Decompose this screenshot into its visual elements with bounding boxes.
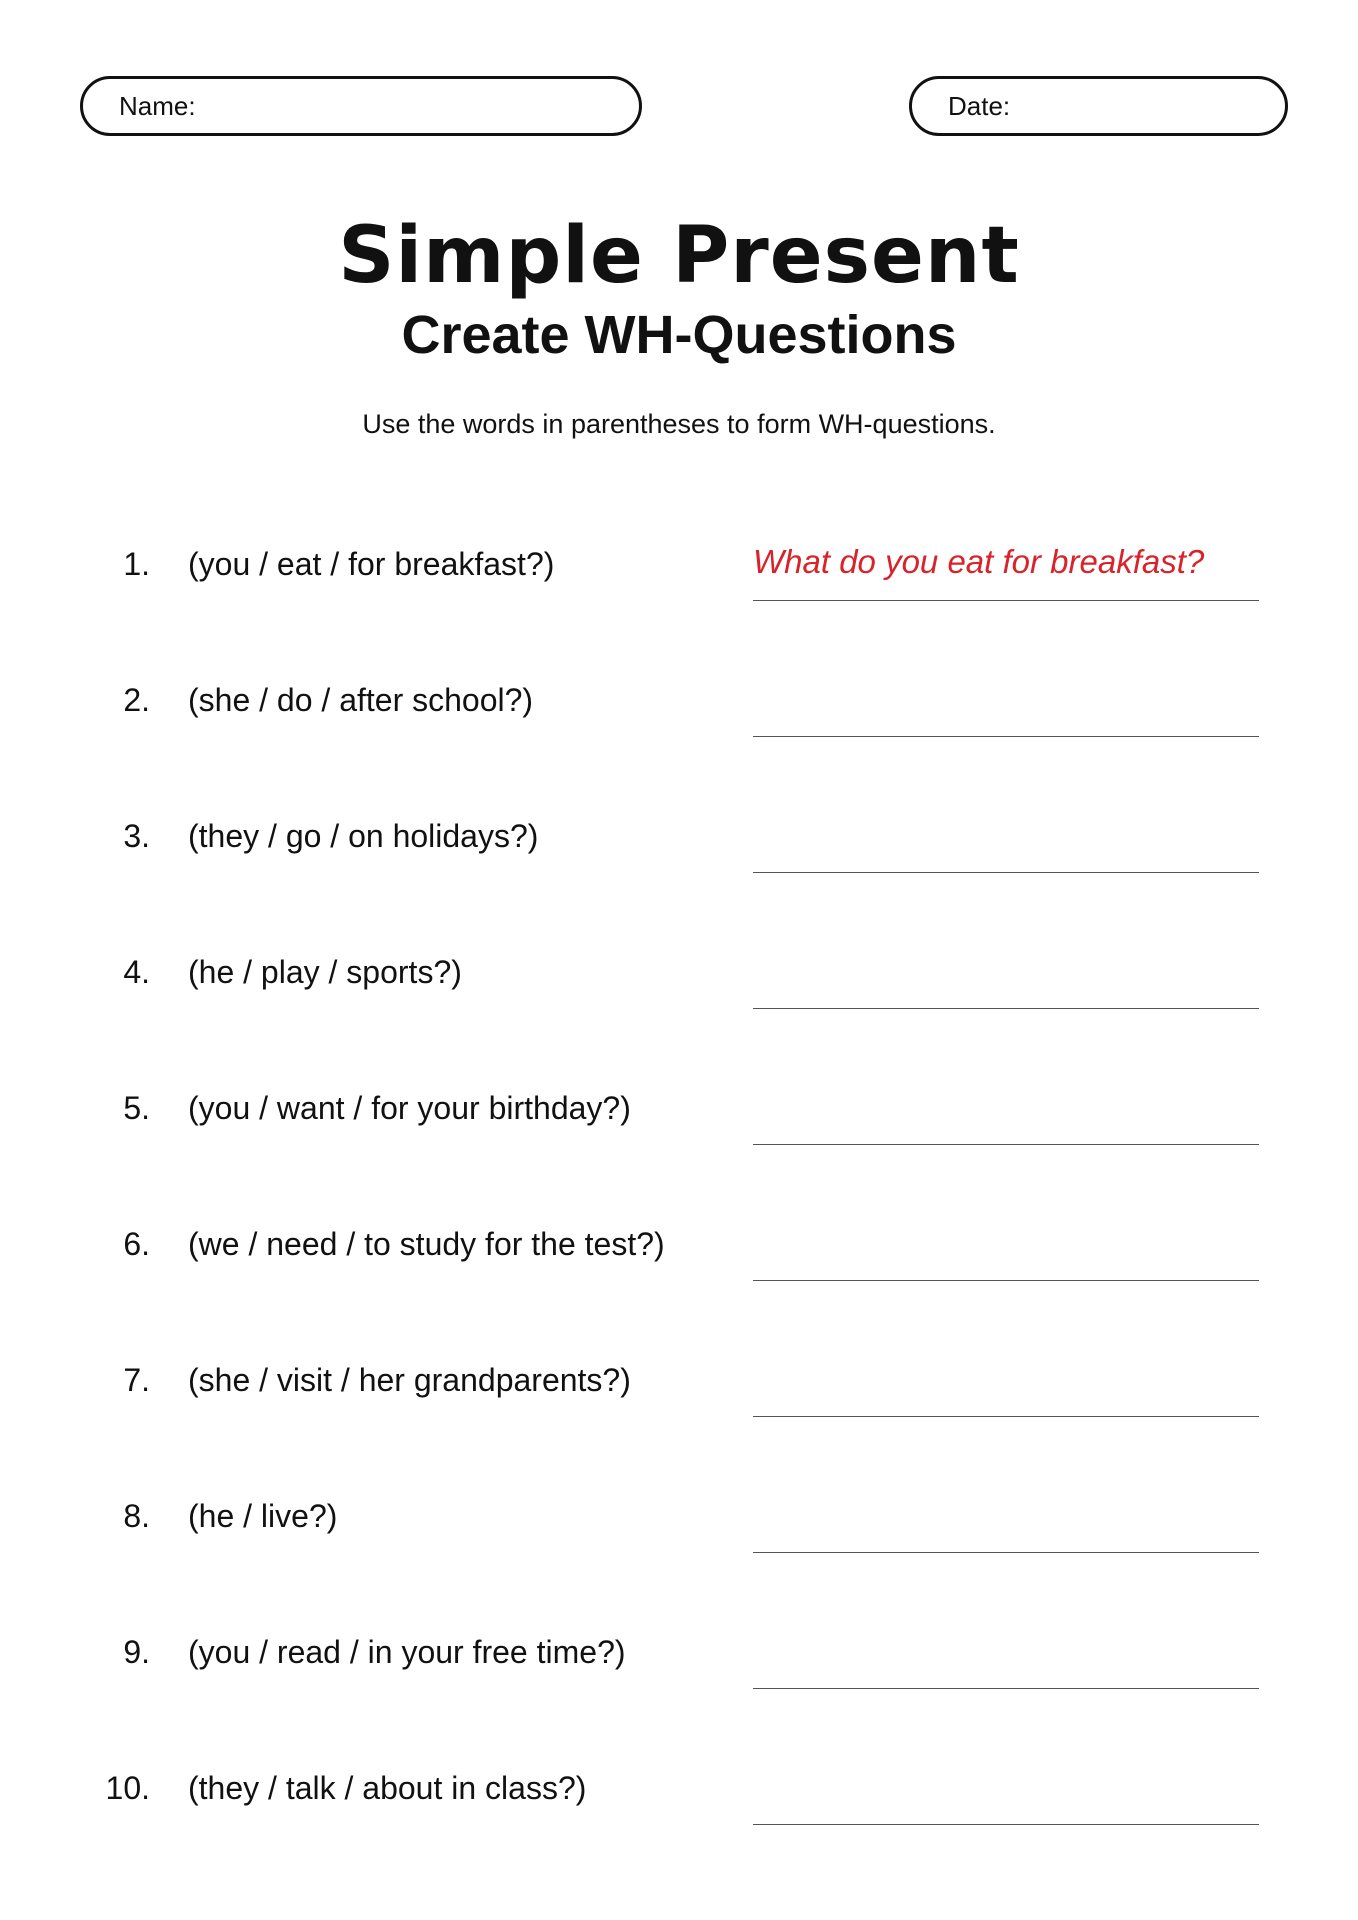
question-row	[0, 542, 1358, 678]
question-number: 6.	[123, 1226, 150, 1262]
question-prompt: (she / visit / her grandparents?)	[188, 1362, 631, 1398]
question-row	[0, 1358, 1358, 1494]
question-row	[0, 1766, 1358, 1902]
question-row	[0, 814, 1358, 950]
answer-line[interactable]	[753, 1222, 1259, 1281]
question-number: 2.	[123, 682, 150, 718]
question-row	[0, 950, 1358, 1086]
question-number: 9.	[123, 1634, 150, 1670]
question-row	[0, 678, 1358, 814]
question-prompt: (he / play / sports?)	[188, 954, 462, 990]
question-number: 10.	[105, 1770, 150, 1806]
instructions: Use the words in parentheses to form WH-questions.	[362, 409, 996, 439]
question-number: 4.	[123, 954, 150, 990]
question-prompt: (we / need / to study for the test?)	[188, 1226, 665, 1262]
question-prompt: (you / eat / for breakfast?)	[188, 546, 555, 582]
answer-line[interactable]	[753, 678, 1259, 737]
question-row	[0, 1630, 1358, 1766]
question-prompt: (you / want / for your birthday?)	[188, 1090, 631, 1126]
answer-line[interactable]	[753, 950, 1259, 1009]
answer-line[interactable]	[753, 542, 1259, 601]
question-prompt: (she / do / after school?)	[188, 682, 534, 718]
question-number: 7.	[123, 1362, 150, 1398]
question-prompt: (they / talk / about in class?)	[188, 1770, 587, 1806]
answer-example: What do you eat for breakfast?	[753, 543, 1205, 580]
worksheet-title: Simple Present	[338, 211, 1020, 301]
question-row	[0, 1222, 1358, 1358]
date-field[interactable]	[909, 76, 1288, 136]
name-label: Name:	[119, 90, 196, 121]
question-row	[0, 1086, 1358, 1222]
question-number: 3.	[123, 818, 150, 854]
question-number: 8.	[123, 1498, 150, 1534]
answer-line[interactable]	[753, 1358, 1259, 1417]
question-prompt: (he / live?)	[188, 1498, 338, 1534]
answer-line[interactable]	[753, 1630, 1259, 1689]
answer-line[interactable]	[753, 1766, 1259, 1825]
answer-line[interactable]	[753, 1086, 1259, 1145]
question-number: 1.	[123, 546, 150, 582]
answer-line[interactable]	[753, 1494, 1259, 1553]
question-prompt: (you / read / in your free time?)	[188, 1634, 626, 1670]
question-row	[0, 1494, 1358, 1630]
name-field[interactable]	[80, 76, 642, 136]
question-prompt: (they / go / on holidays?)	[188, 818, 539, 854]
worksheet-subtitle: Create WH-Questions	[401, 305, 957, 365]
date-label: Date:	[948, 90, 1011, 121]
question-number: 5.	[123, 1090, 150, 1126]
answer-line[interactable]	[753, 814, 1259, 873]
